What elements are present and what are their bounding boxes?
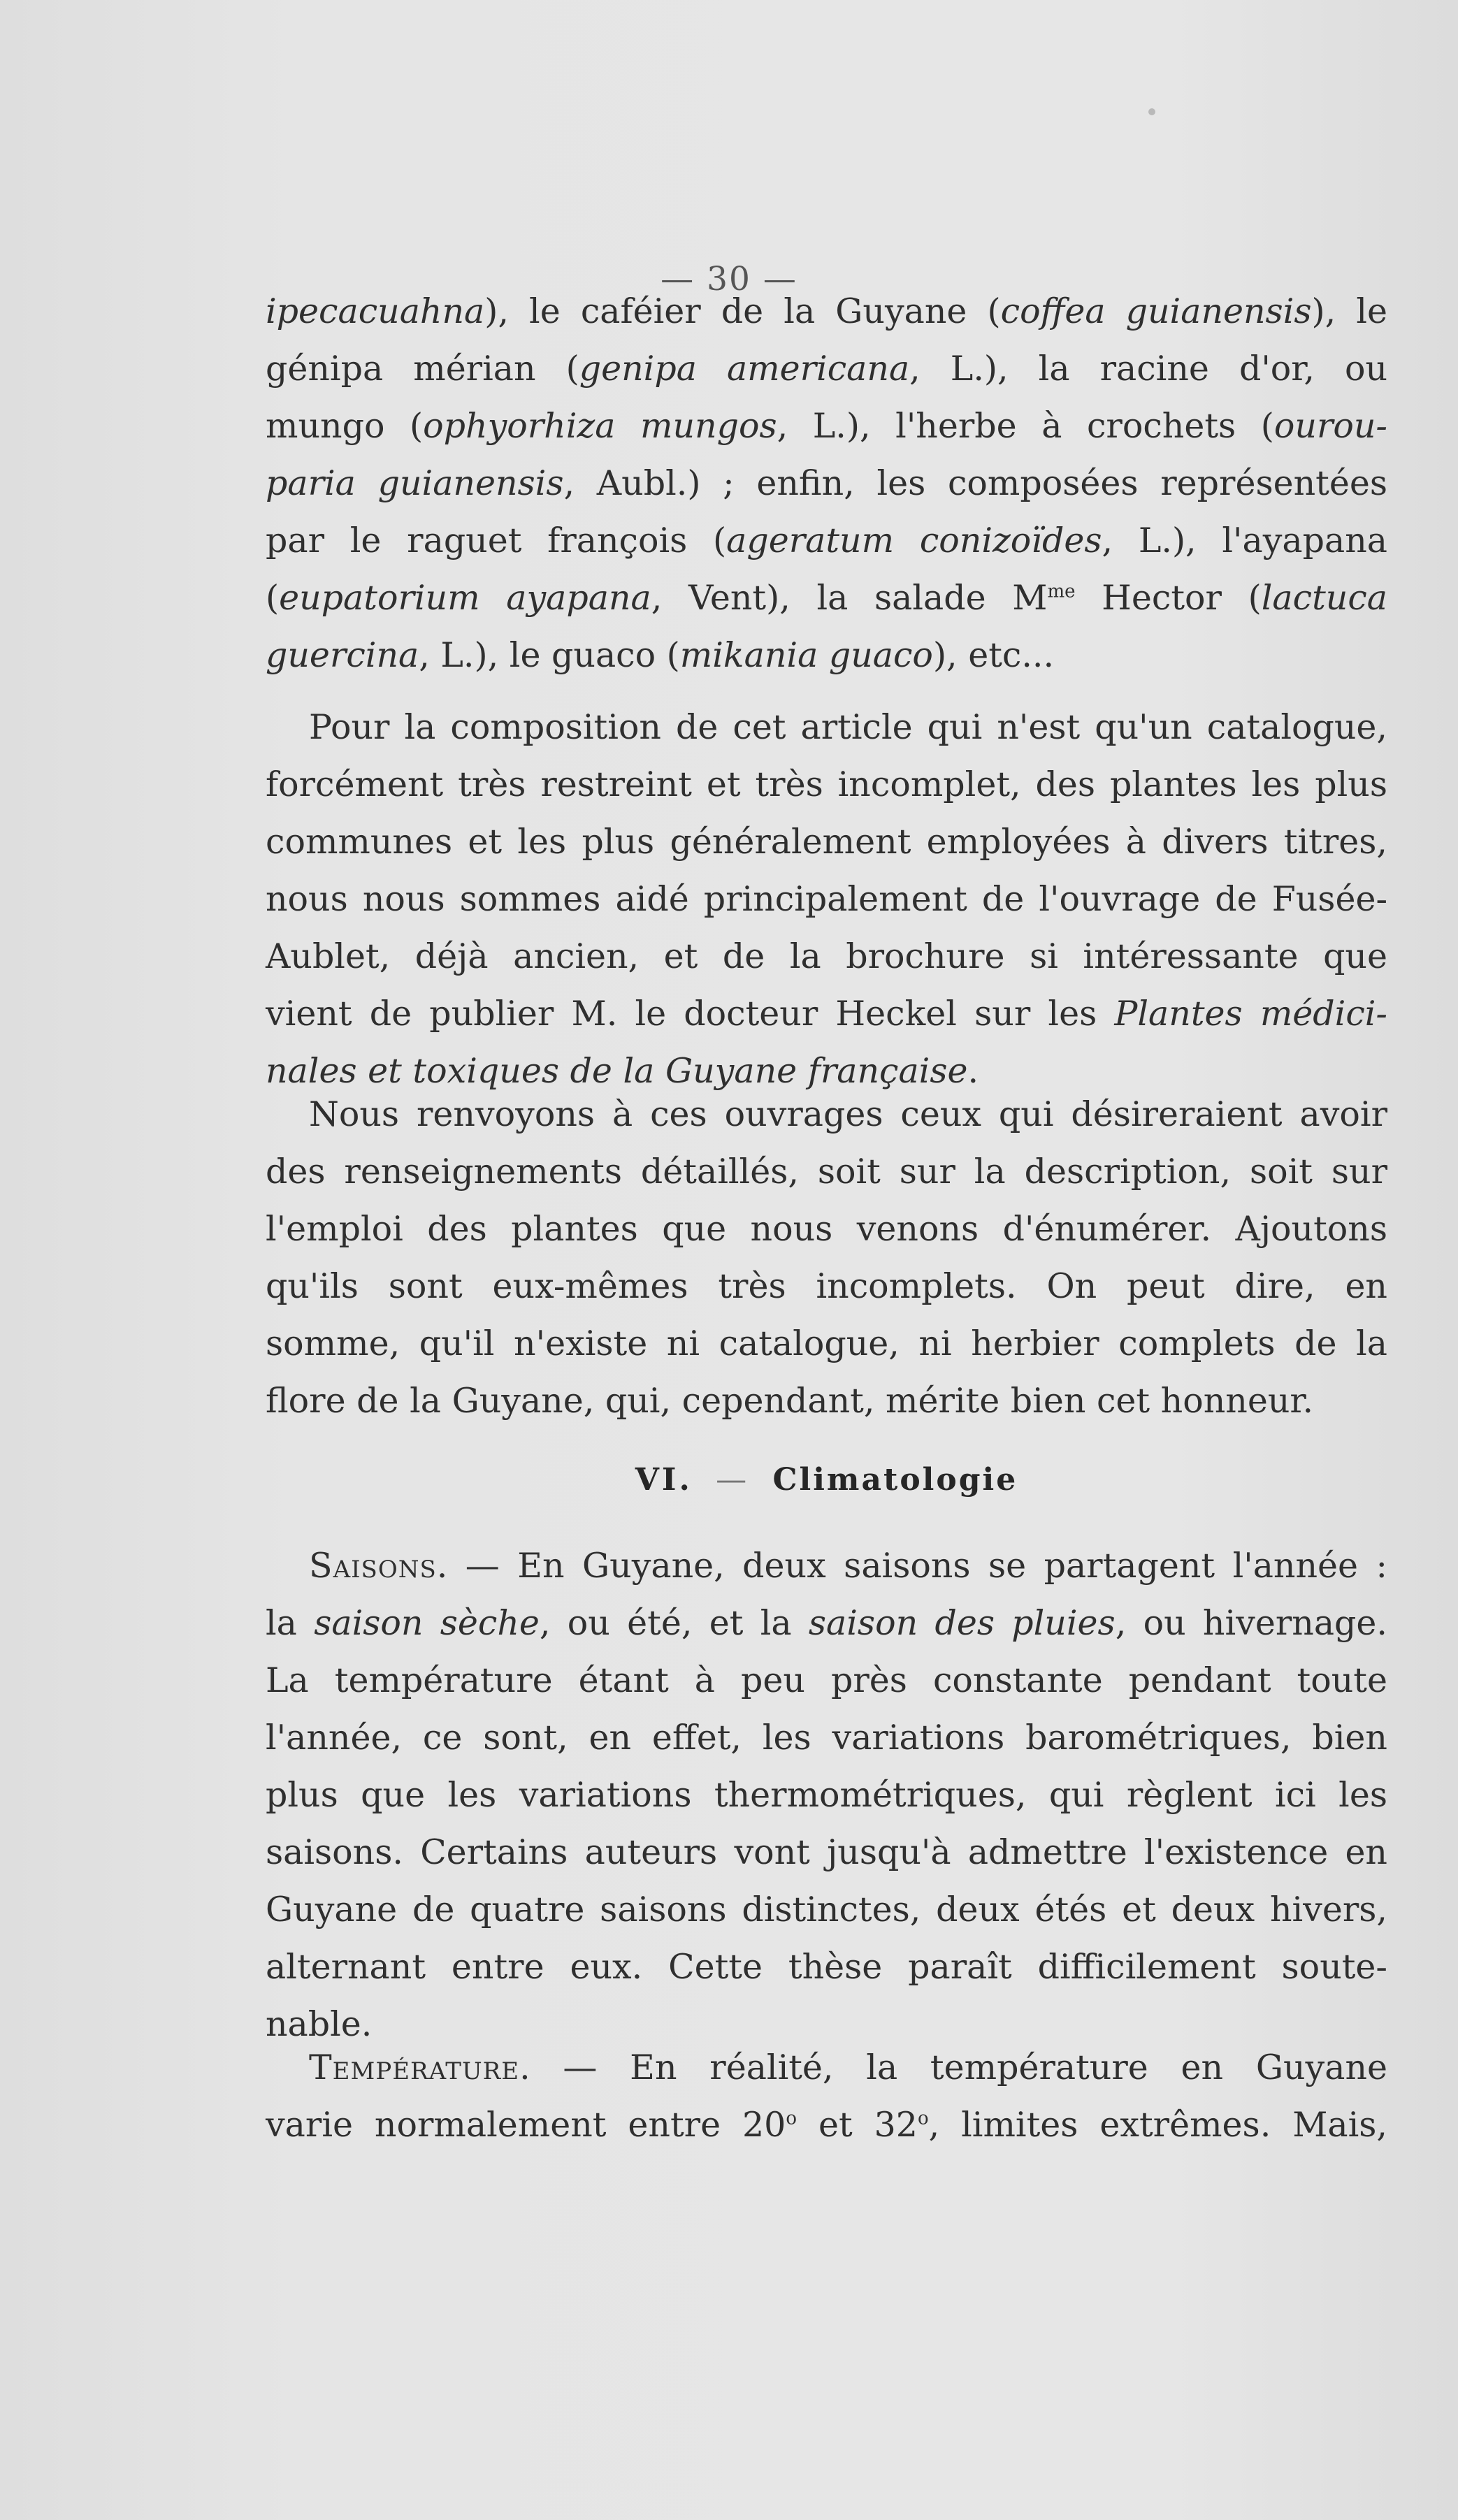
page-number: — 30 — — [661, 260, 797, 298]
text-line: la saison sèche, ou été, et la saison des pluies, ou hivernage. — [266, 1603, 1387, 1643]
text-line: par le raguet françois (ageratum conizoïdes, L.), l'ayapana — [266, 521, 1387, 560]
run-in-title: Saisons — [309, 1546, 437, 1586]
text-line: qu'ils sont eux-mêmes très incomplets. On peut dire, en — [266, 1266, 1387, 1306]
text-line: communes et les plus généralement employées à divers titres, — [266, 822, 1387, 862]
text-line: forcément très restreint et très incomplet, des plantes les plus — [266, 765, 1387, 804]
paragraph-references — [266, 1086, 1387, 1430]
text-line: alternant entre eux. Cette thèse paraît difficilement soute- — [266, 1947, 1387, 1987]
text-line: somme, qu'il n'existe ni catalogue, ni herbier complets de la — [266, 1324, 1387, 1363]
text-line: Aublet, déjà ancien, et de la brochure si intéressante que — [266, 936, 1387, 976]
text-line: nous nous sommes aidé principalement de l'ouvrage de Fusée- — [266, 879, 1387, 919]
text-line: des renseignements détaillés, soit sur la description, soit sur — [266, 1152, 1387, 1192]
paragraph-sources — [266, 699, 1387, 1100]
text-line: varie normalement entre 20$^o$ et 32$^o$, limites extrêmes. Mais, — [266, 2105, 1387, 2145]
text-line: guercina, L.), le guaco (mikania guaco), etc... — [266, 635, 1055, 675]
text-line: génipa mérian (genipa americana, L.), la racine d'or, ou — [266, 349, 1388, 389]
text-line: nable. — [266, 2004, 373, 2044]
run-in-title: Température — [309, 2048, 520, 2087]
paragraph-saisons — [266, 1537, 1387, 2053]
paragraph-plant-list — [266, 283, 1387, 684]
paragraph-temperature — [266, 2039, 1387, 2154]
text-line: Nous renvoyons à ces ouvrages ceux qui désireraient avoir — [309, 1094, 1387, 1134]
text-line: saisons. Certains auteurs vont jusqu'à admettre l'existence en — [266, 1832, 1387, 1872]
text-line: La température étant à peu près constante pendant toute — [266, 1660, 1387, 1700]
heading-dash: — — [716, 1462, 750, 1498]
section-heading — [266, 1447, 1387, 1514]
text-line: Température. — En réalité, la température en Guyane — [309, 2048, 1387, 2087]
section-number: VI. — [635, 1462, 693, 1498]
text-line: l'emploi des plantes que nous venons d'énumérer. Ajoutons — [266, 1209, 1387, 1249]
text-line: flore de la Guyane, qui, cependant, mérite bien cet honneur. — [266, 1381, 1314, 1421]
text-line: (eupatorium ayapana, Vent), la salade $M^{me}$ Hector (lactuca — [266, 578, 1387, 618]
text-line: Pour la composition de cet article qui n'est qu'un catalogue, — [309, 707, 1387, 747]
text-line: Guyane de quatre saisons distinctes, deux étés et deux hivers, — [266, 1890, 1387, 1929]
text-line: Saisons. — En Guyane, deux saisons se partagent l'année : — [309, 1546, 1387, 1586]
text-line: l'année, ce sont, en effet, les variations barométriques, bien — [266, 1718, 1387, 1758]
text-line: nales et toxiques de la Guyane française. — [266, 1051, 979, 1091]
text-line: mungo (ophyorhiza mungos, L.), l'herbe à crochets (ourou- — [266, 406, 1387, 446]
section-title: Climatologie — [772, 1462, 1018, 1498]
text-line: paria guianensis, Aubl.) ; enfin, les composées représentées — [266, 463, 1387, 503]
text-line: plus que les variations thermométriques, qui règlent ici les — [266, 1775, 1387, 1815]
text-line: ipecacuahna), le caféier de la Guyane (coffea guianensis), le — [266, 291, 1387, 331]
paper-speck — [1148, 108, 1155, 115]
text-line: vient de publier M. le docteur Heckel sur les Plantes médici- — [266, 994, 1387, 1034]
